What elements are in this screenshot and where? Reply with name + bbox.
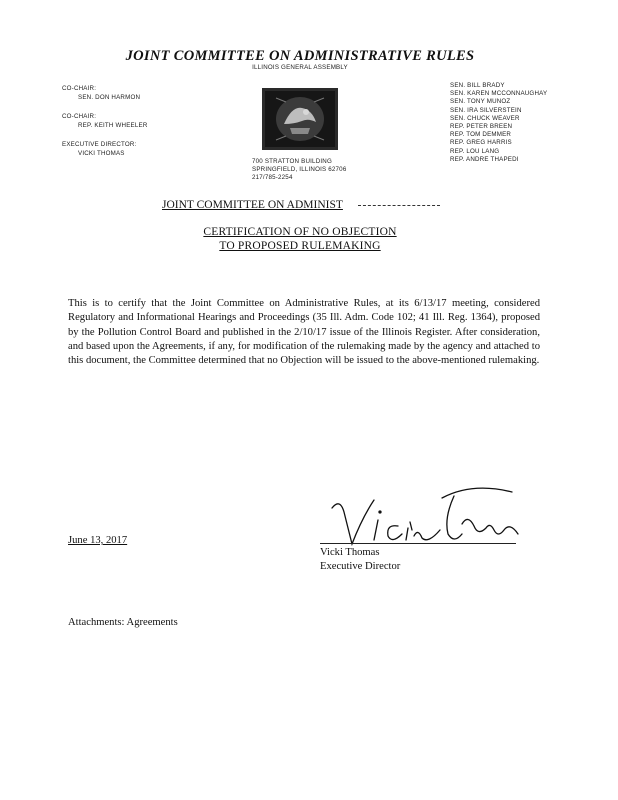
signatory-name: Vicki Thomas xyxy=(320,547,380,558)
committee-name-line: JOINT COMMITTEE ON ADMINIST xyxy=(162,199,343,211)
certification-heading-line-1: CERTIFICATION OF NO OBJECTION xyxy=(203,226,397,238)
member-item: SEN. TONY MUNOZ xyxy=(450,98,511,106)
member-item: SEN. CHUCK WEAVER xyxy=(450,114,520,122)
signature-line xyxy=(320,543,516,544)
state-seal-image xyxy=(262,88,338,150)
member-item: SEN. KAREN MCCONNAUGHAY xyxy=(450,90,548,98)
certification-heading-line-2: TO PROPOSED RULEMAKING xyxy=(219,240,381,252)
member-item: REP. LOU LANG xyxy=(450,147,500,155)
co-chair-name-2: REP. KEITH WHEELER xyxy=(78,122,148,129)
executive-director-name: VICKI THOMAS xyxy=(78,150,125,157)
member-item: REP. GREG HARRIS xyxy=(450,139,512,147)
co-chair-label-2: CO-CHAIR: xyxy=(62,113,97,120)
certification-date: June 13, 2017 xyxy=(68,535,128,546)
certification-body: This is to certify that the Joint Committee on Administrative Rules, at its 6/13/17 meeting, considered Regulatory and Informational Hearings and Proceedings (35 Ill. Adm. Code 102; 41 Ill. Reg. 1364), proposed by the Pollution Control Board and published in the 2/10/17 issue of the Illinois Register. After consideration, and based upon the Agreements, if any, for modification of the rulemaking made by the agency and attached to this document, the Committee determined that no Objection will be issued to the above-mentioned rulemaking. xyxy=(68,298,540,367)
co-chair-name-1: SEN. DON HARMON xyxy=(78,94,141,101)
member-item: REP. TOM DEMMER xyxy=(450,131,512,139)
member-item: REP. ANDRE THAPEDI xyxy=(450,155,519,163)
address-line-1: 700 STRATTON BUILDING xyxy=(252,158,332,165)
member-item: SEN. BILL BRADY xyxy=(450,82,505,89)
member-item: SEN. IRA SILVERSTEIN xyxy=(450,106,522,114)
executive-director-label: EXECUTIVE DIRECTOR: xyxy=(62,141,137,148)
letterhead-subtitle: ILLINOIS GENERAL ASSEMBLY xyxy=(252,64,348,71)
member-item: REP. PETER BREEN xyxy=(450,123,513,131)
address-line-2: SPRINGFIELD, ILLINOIS 62706 xyxy=(252,166,347,174)
committee-address xyxy=(252,158,352,183)
attachments-note: Attachments: Agreements xyxy=(68,617,178,628)
truncated-line-divider xyxy=(358,205,440,206)
co-chair-label-1: CO-CHAIR: xyxy=(62,85,97,92)
signatory-block xyxy=(320,546,400,574)
signatory-title: Executive Director xyxy=(320,561,401,572)
member-list xyxy=(450,82,547,164)
letterhead-title: JOINT COMMITTEE ON ADMINISTRATIVE RULES xyxy=(125,48,475,64)
address-line-3: 217/785-2254 xyxy=(252,174,293,182)
